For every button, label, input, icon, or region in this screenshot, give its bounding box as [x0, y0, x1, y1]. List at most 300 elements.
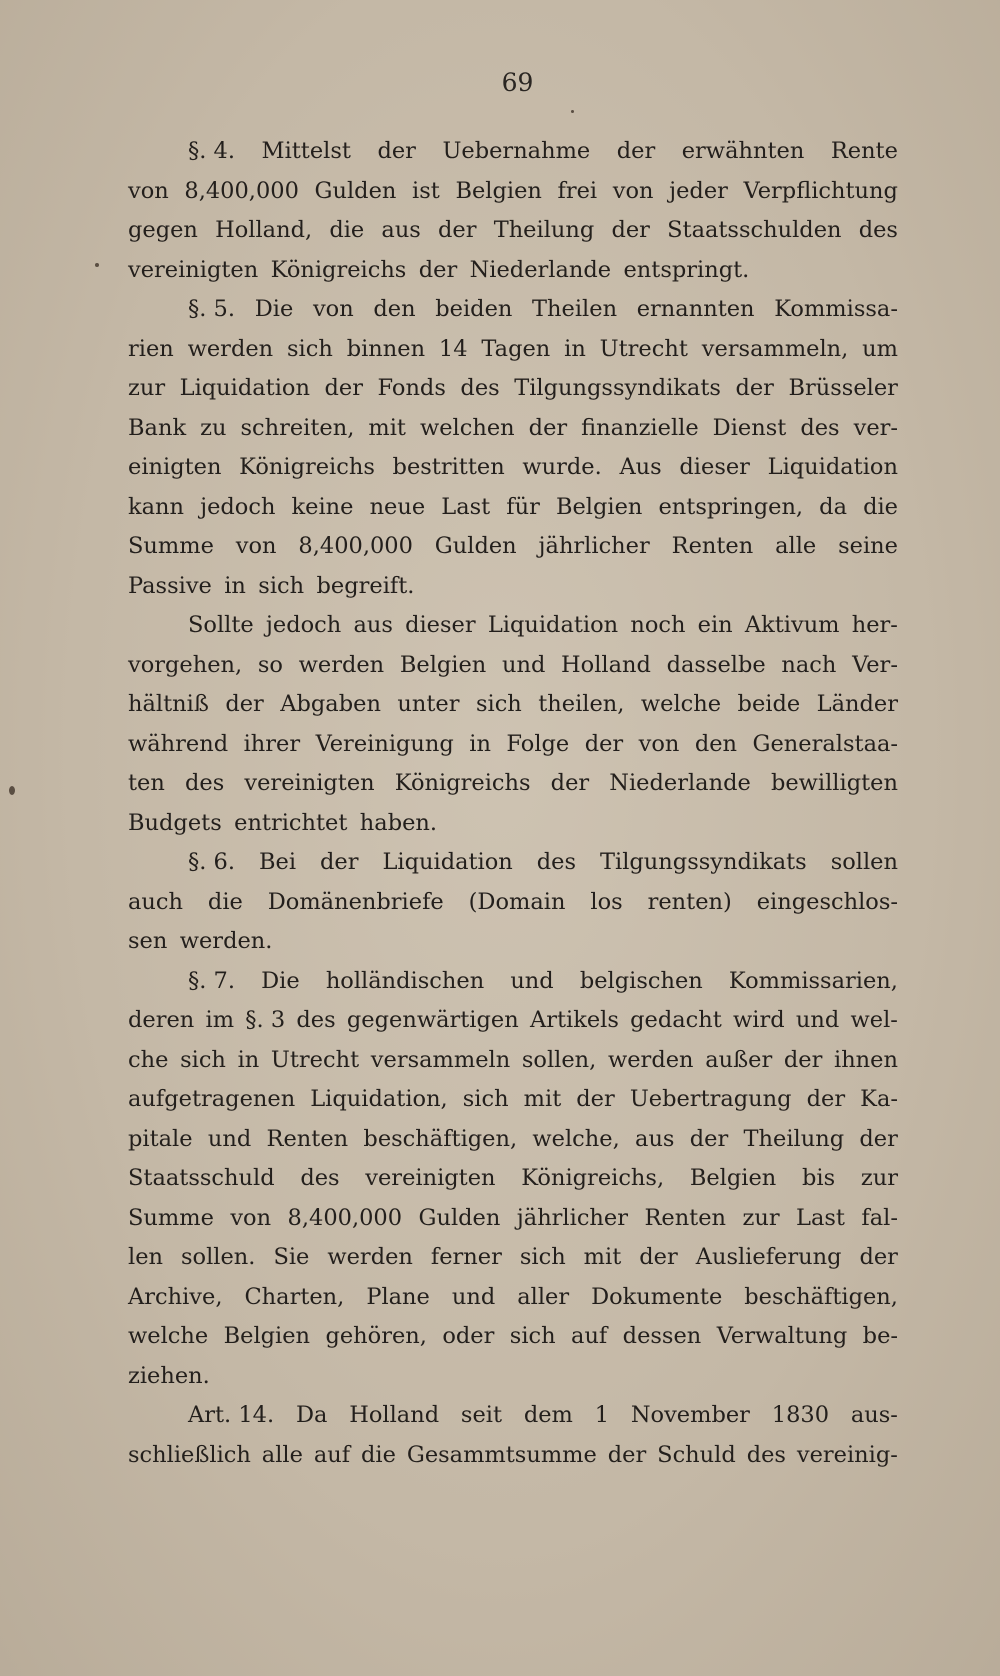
- word: zur: [128, 375, 166, 401]
- word: Die: [254, 296, 294, 322]
- word: dieser: [679, 454, 750, 480]
- word: bis: [801, 1165, 836, 1191]
- word: dessen: [622, 1323, 702, 1349]
- word: Liquidation: [487, 612, 619, 638]
- word: Kommissarien,: [728, 967, 898, 994]
- word: Renten: [671, 533, 754, 559]
- ink-speck: [95, 263, 99, 267]
- word: ver-: [853, 414, 898, 441]
- word: Bei: [259, 849, 297, 875]
- word: die: [863, 493, 898, 520]
- word: dasselbe: [666, 651, 766, 678]
- word: im: [205, 1007, 235, 1033]
- word: der: [639, 1244, 678, 1270]
- word: wel-: [850, 1007, 898, 1033]
- word: alle: [261, 1441, 303, 1468]
- word: der: [418, 256, 458, 283]
- word: in: [237, 1046, 260, 1073]
- word: Summe: [128, 1204, 214, 1231]
- page-number: 69: [501, 68, 534, 97]
- word: finanzielle: [581, 414, 699, 441]
- word: be-: [862, 1323, 898, 1349]
- word: vereinigten: [128, 256, 259, 283]
- word: für: [506, 493, 540, 520]
- word: rien: [128, 335, 174, 362]
- word: welche: [128, 1323, 209, 1349]
- word: Königreichs: [270, 256, 407, 283]
- word: Gulden: [418, 1204, 501, 1231]
- word: seit: [460, 1402, 503, 1428]
- word: hältniß: [128, 691, 209, 717]
- word: Passive: [128, 572, 212, 599]
- word: Artikels: [529, 1007, 619, 1033]
- word: Renten: [644, 1204, 727, 1231]
- word: November: [630, 1402, 750, 1428]
- word: des: [185, 770, 225, 796]
- word: Ka-: [860, 1086, 898, 1112]
- word: Auslieferung: [695, 1244, 842, 1270]
- text-line: [128, 685, 898, 725]
- word: theilen,: [538, 691, 625, 717]
- word: jedoch: [200, 493, 276, 520]
- word: der: [576, 1086, 615, 1112]
- word: deren: [128, 1007, 195, 1033]
- word: Liquidation: [767, 454, 898, 480]
- body-text: [128, 132, 898, 1475]
- word: Folge: [506, 730, 570, 757]
- text-line: [128, 1317, 898, 1357]
- text-line: [128, 1080, 898, 1120]
- word: jeder: [669, 177, 728, 204]
- word: §. 7.: [188, 967, 236, 994]
- word: in: [469, 730, 491, 757]
- word: Die: [261, 967, 300, 994]
- word: der: [616, 138, 656, 164]
- word: Utrecht: [270, 1046, 360, 1073]
- word: sollen: [830, 849, 898, 875]
- word: vereinigten: [244, 770, 375, 796]
- text-line: [128, 448, 898, 488]
- word: entrichtet: [234, 809, 348, 836]
- word: der: [324, 375, 363, 401]
- word: während: [128, 730, 229, 757]
- word: gegenwärtigen: [346, 1007, 519, 1033]
- word: Theilen: [532, 296, 618, 322]
- word: von: [638, 730, 680, 757]
- word: und: [451, 1283, 496, 1310]
- word: von: [235, 533, 277, 559]
- word: Tilgungssyndikats: [514, 375, 721, 401]
- word: vereinig-: [796, 1441, 898, 1468]
- word: des: [536, 849, 577, 875]
- word: zur: [860, 1165, 898, 1191]
- text-line: [128, 527, 898, 567]
- word: Renten: [266, 1125, 349, 1152]
- word: oder: [442, 1323, 495, 1349]
- text-line: [128, 1001, 898, 1041]
- word: aufgetragenen: [128, 1086, 296, 1112]
- word: Vereinigung: [315, 730, 454, 757]
- word: aller: [517, 1283, 570, 1310]
- word: Sollte: [188, 612, 254, 638]
- word: frei: [557, 177, 598, 204]
- word: welche,: [532, 1125, 620, 1152]
- word: des: [800, 414, 840, 441]
- word: Charten,: [244, 1283, 345, 1310]
- text-line: [128, 962, 898, 1002]
- word: neue: [369, 493, 426, 520]
- word: los: [590, 888, 623, 915]
- word: da: [819, 493, 847, 520]
- word: sich: [519, 1244, 566, 1270]
- word: Staatsschulden: [667, 217, 842, 243]
- word: aus: [353, 612, 393, 638]
- word: keine: [291, 493, 354, 520]
- word: Last: [441, 493, 491, 520]
- word: so: [257, 651, 283, 678]
- word: ziehen.: [128, 1362, 210, 1389]
- word: Liquidation: [382, 849, 513, 875]
- word: der: [859, 1125, 898, 1152]
- word: Theilung: [493, 217, 595, 243]
- word: Tilgungssyndikats: [600, 849, 807, 875]
- word: 1: [594, 1402, 610, 1428]
- word: der: [607, 1441, 647, 1468]
- word: 8,400,000: [298, 533, 413, 559]
- text-line: [128, 843, 898, 883]
- text-line: [128, 290, 898, 330]
- word: Belgien: [455, 177, 542, 204]
- word: jährlicher: [538, 533, 650, 559]
- text-line: [128, 1436, 898, 1476]
- word: mit: [523, 1086, 562, 1112]
- word: Summe: [128, 533, 214, 559]
- word: Fonds: [377, 375, 446, 401]
- text-line: [128, 172, 898, 212]
- word: werden.: [179, 928, 273, 954]
- word: begreift.: [316, 572, 415, 599]
- word: Liquidation,: [310, 1086, 448, 1112]
- word: (Domain: [468, 888, 566, 915]
- word: von: [128, 177, 169, 204]
- text-line: [128, 409, 898, 449]
- word: die: [329, 217, 365, 243]
- word: Ver-: [852, 651, 898, 678]
- word: der: [320, 849, 359, 875]
- word: Dienst: [712, 414, 787, 441]
- word: schließlich: [128, 1441, 251, 1468]
- word: wurde.: [522, 454, 602, 480]
- word: Budgets: [128, 809, 222, 836]
- text-line: [128, 1159, 898, 1199]
- word: des: [746, 1441, 786, 1468]
- word: Aktivum: [744, 612, 840, 638]
- ink-speck: [571, 110, 574, 113]
- word: holländischen: [325, 967, 485, 994]
- word: dem: [523, 1402, 573, 1428]
- word: von: [612, 177, 654, 204]
- word: 8,400,000: [287, 1204, 403, 1231]
- word: und: [795, 1007, 840, 1033]
- word: eingeschlos-: [756, 888, 898, 915]
- word: versammeln: [370, 1046, 511, 1073]
- word: Rente: [830, 138, 898, 164]
- word: Länder: [816, 691, 898, 717]
- word: unter: [397, 691, 460, 717]
- text-line: [128, 1041, 898, 1081]
- word: des: [300, 1165, 340, 1191]
- word: sich: [287, 335, 333, 362]
- word: Staatsschuld: [128, 1165, 275, 1191]
- word: Verpflichtung: [743, 177, 898, 204]
- word: beschäftigen,: [744, 1283, 898, 1310]
- word: alle: [775, 533, 817, 559]
- word: ihrer: [243, 730, 301, 757]
- word: schreiten,: [240, 414, 355, 441]
- word: Abgaben: [280, 691, 381, 717]
- word: len: [128, 1244, 164, 1270]
- text-line: [128, 725, 898, 765]
- word: Holland: [561, 651, 651, 678]
- word: aus: [635, 1125, 675, 1152]
- text-line: [128, 1357, 898, 1397]
- word: entspringen,: [658, 493, 804, 520]
- word: mit: [368, 414, 406, 441]
- word: werden: [607, 1046, 694, 1073]
- word: Sie: [273, 1244, 310, 1270]
- word: der: [783, 1046, 823, 1073]
- word: Da: [295, 1402, 328, 1428]
- word: che: [128, 1046, 169, 1073]
- word: vorgehen,: [128, 651, 243, 678]
- word: werden: [187, 335, 274, 362]
- word: außer: [705, 1046, 773, 1073]
- word: Gulden: [434, 533, 517, 559]
- word: Archive,: [128, 1283, 223, 1310]
- word: fal-: [861, 1204, 898, 1231]
- text-line: [128, 1199, 898, 1239]
- word: des: [460, 375, 500, 401]
- word: Niederlande: [609, 770, 751, 796]
- word: werden: [327, 1244, 413, 1270]
- word: her-: [851, 612, 898, 638]
- word: welche: [640, 691, 722, 717]
- word: kann: [128, 493, 185, 520]
- word: sich: [509, 1323, 556, 1349]
- word: Gesammtsumme: [406, 1441, 597, 1468]
- word: versammeln,: [701, 335, 849, 362]
- word: Königreichs: [239, 454, 375, 480]
- text-line: [128, 369, 898, 409]
- word: noch: [630, 612, 686, 638]
- word: Aus: [619, 454, 662, 480]
- word: §. 6.: [188, 849, 236, 875]
- word: die: [361, 1441, 396, 1468]
- word: zu: [200, 414, 227, 441]
- word: bewilligten: [770, 770, 898, 796]
- word: erwähnten: [681, 138, 805, 164]
- word: Belgien: [689, 1165, 777, 1191]
- word: welchen: [419, 414, 515, 441]
- word: der: [225, 691, 264, 717]
- word: den: [373, 296, 416, 322]
- word: gegen: [128, 217, 198, 243]
- word: ferner: [430, 1244, 502, 1270]
- word: Plane: [366, 1283, 430, 1310]
- word: Verwaltung: [716, 1323, 848, 1349]
- word: Last: [796, 1204, 845, 1231]
- text-line: [128, 251, 898, 291]
- word: sich: [258, 572, 305, 599]
- word: der: [528, 414, 568, 441]
- word: Schuld: [657, 1441, 736, 1468]
- word: Gulden: [314, 177, 397, 204]
- word: ernannten: [636, 296, 755, 322]
- word: Niederlande: [469, 256, 612, 283]
- word: sollen.: [181, 1244, 256, 1270]
- word: ihnen: [834, 1046, 898, 1073]
- text-line: [128, 211, 898, 251]
- word: von: [230, 1204, 272, 1231]
- word: der: [806, 1086, 846, 1112]
- word: des: [296, 1007, 336, 1033]
- text-line: [128, 883, 898, 923]
- word: seine: [838, 533, 898, 559]
- text-line: [128, 606, 898, 646]
- word: renten): [647, 888, 732, 915]
- word: Brüsseler: [788, 375, 898, 401]
- word: der: [550, 770, 590, 796]
- word: der: [689, 1125, 729, 1152]
- text-line: [128, 567, 898, 607]
- word: Belgien: [555, 493, 643, 520]
- word: sich: [475, 691, 522, 717]
- word: sich: [180, 1046, 226, 1073]
- word: mit: [583, 1244, 622, 1270]
- text-line: [128, 1278, 898, 1318]
- word: beiden: [435, 296, 513, 322]
- word: Belgien: [223, 1323, 311, 1349]
- word: um: [862, 335, 898, 362]
- word: Belgien: [399, 651, 487, 678]
- word: Liquidation: [179, 375, 310, 401]
- word: sen: [128, 928, 168, 954]
- word: Domänenbriefe: [267, 888, 444, 915]
- word: der: [735, 375, 774, 401]
- word: in: [564, 335, 586, 362]
- text-line: [128, 488, 898, 528]
- word: aus: [381, 217, 421, 243]
- word: des: [858, 217, 898, 243]
- word: jährlicher: [516, 1204, 628, 1231]
- text-line: [128, 804, 898, 844]
- word: 14: [438, 335, 468, 362]
- word: Uebertragung: [629, 1086, 792, 1112]
- word: 8,400,000: [184, 177, 299, 204]
- word: der: [584, 730, 624, 757]
- word: 1830: [771, 1402, 830, 1428]
- text-line: [128, 646, 898, 686]
- word: in: [224, 572, 246, 599]
- word: wird: [733, 1007, 785, 1033]
- word: gehören,: [325, 1323, 427, 1349]
- word: der: [611, 217, 650, 243]
- text-line: [128, 132, 898, 172]
- word: §. 4.: [188, 138, 236, 164]
- text-line: [128, 330, 898, 370]
- word: beschäftigen,: [363, 1125, 518, 1152]
- word: auf: [313, 1441, 351, 1468]
- word: belgischen: [579, 967, 703, 994]
- word: beide: [737, 691, 801, 717]
- word: pitale: [128, 1125, 193, 1152]
- word: Königreichs,: [521, 1165, 665, 1191]
- word: Utrecht: [599, 335, 688, 362]
- word: bestritten: [392, 454, 505, 480]
- word: der: [438, 217, 477, 243]
- word: ein: [697, 612, 733, 638]
- word: die: [207, 888, 243, 915]
- word: und: [501, 651, 546, 678]
- word: gedacht: [630, 1007, 722, 1033]
- word: Art. 14.: [188, 1402, 275, 1428]
- word: binnen: [346, 335, 426, 362]
- word: Holland: [349, 1402, 440, 1428]
- text-line: [128, 1238, 898, 1278]
- text-line: [128, 764, 898, 804]
- word: werden: [298, 651, 385, 678]
- word: Bank: [128, 414, 187, 441]
- word: und: [510, 967, 554, 994]
- word: zur: [742, 1204, 780, 1231]
- word: Königreichs: [394, 770, 531, 796]
- word: auch: [128, 888, 183, 915]
- text-line: [128, 922, 898, 962]
- word: vereinigten: [365, 1165, 496, 1191]
- word: Theilung: [743, 1125, 845, 1152]
- word: aus-: [850, 1402, 898, 1428]
- word: sich: [462, 1086, 509, 1112]
- word: Uebernahme: [442, 138, 591, 164]
- word: und: [207, 1125, 252, 1152]
- word: Generalstaa-: [752, 730, 898, 757]
- word: §. 3: [245, 1007, 286, 1033]
- word: sollen,: [521, 1046, 597, 1073]
- word: der: [377, 138, 416, 164]
- text-line: [128, 1120, 898, 1160]
- word: ist: [412, 177, 440, 204]
- word: §. 5.: [188, 296, 236, 322]
- word: einigten: [128, 454, 222, 480]
- text-line: [128, 1396, 898, 1436]
- word: entspringt.: [623, 256, 750, 283]
- word: von: [312, 296, 354, 322]
- word: ten: [128, 770, 165, 796]
- word: nach: [781, 651, 837, 678]
- word: der: [859, 1244, 898, 1270]
- word: Kommissa-: [774, 296, 898, 322]
- ink-speck: [9, 786, 15, 795]
- word: Holland,: [215, 217, 313, 243]
- word: den: [694, 730, 738, 757]
- word: haben.: [359, 809, 438, 836]
- word: Dokumente: [591, 1283, 723, 1310]
- word: jedoch: [265, 612, 342, 638]
- word: Tagen: [481, 335, 551, 362]
- word: dieser: [405, 612, 476, 638]
- word: Mittelst: [261, 138, 351, 164]
- word: auf: [571, 1323, 608, 1349]
